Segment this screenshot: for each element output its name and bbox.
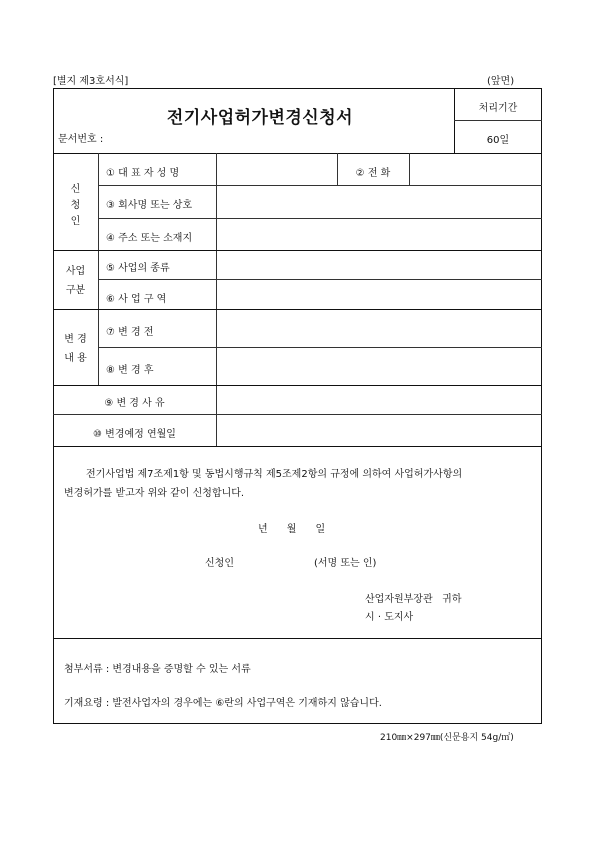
attachment-note: 첨부서류 : 변경내용을 증명할 수 있는 서류 (64, 664, 251, 675)
date-line: 년 월 일 (258, 524, 326, 535)
phone-field[interactable] (411, 156, 540, 183)
change-after-field[interactable] (218, 350, 540, 383)
form-id: [별지 제3호서식] (53, 76, 129, 87)
page-side-label: (앞면) (487, 76, 515, 87)
business-type-field[interactable] (218, 253, 540, 278)
form-title: 전기사업허가변경신청서 (166, 108, 354, 128)
business-area-field[interactable] (218, 282, 540, 307)
company-name-label: ③ 회사명 또는 상호 (106, 200, 193, 211)
applicant-signature-label: 신청인 (205, 558, 234, 569)
instructions-note: 기재요령 : 발전사업자의 경우에는 ⑥란의 사업구역은 기재하지 않습니다. (64, 698, 382, 709)
signature-note: (서명 또는 인) (314, 558, 377, 569)
recipient-minister: 산업자원부장관 귀하 (365, 594, 462, 605)
company-name-field[interactable] (218, 188, 540, 216)
business-type-label: ⑤ 사업의 종류 (106, 263, 170, 274)
statement-line-2: 변경허가를 받고자 위와 같이 신청합니다. (64, 488, 245, 499)
change-reason-label: ⑨ 변 경 사 유 (104, 398, 165, 409)
planned-date-field[interactable] (218, 417, 540, 444)
applicant-group-label: 신 청 인 (70, 184, 81, 227)
recipient-governor: 시 · 도지사 (365, 612, 414, 623)
change-before-label: ⑦ 변 경 전 (106, 327, 154, 338)
address-label: ④ 주소 또는 소재지 (106, 233, 193, 244)
change-before-field[interactable] (218, 312, 540, 345)
paper-spec: 210㎜×297㎜(신문용지 54g/㎡) (380, 733, 514, 743)
phone-label: ② 전 화 (355, 168, 391, 179)
business-group-label: 사업 구분 (65, 266, 86, 296)
business-area-label: ⑥ 사 업 구 역 (106, 294, 167, 305)
change-group-label: 변 경 내 용 (64, 334, 87, 364)
address-field[interactable] (218, 221, 540, 249)
planned-date-label: ⑩ 변경예정 연월일 (93, 429, 176, 440)
representative-name-field[interactable] (218, 156, 335, 183)
doc-number-label: 문서번호 : (58, 134, 104, 145)
change-after-label: ⑧ 변 경 후 (106, 365, 154, 376)
statement-line-1: 전기사업법 제7조제1항 및 동법시행규칙 제5조제2항의 규정에 의하여 사업허가사항의 (86, 469, 463, 480)
representative-name-label: ① 대 표 자 성 명 (106, 168, 180, 179)
change-reason-field[interactable] (218, 388, 540, 413)
processing-label: 처리기간 (478, 103, 518, 114)
processing-value: 60일 (486, 135, 510, 146)
